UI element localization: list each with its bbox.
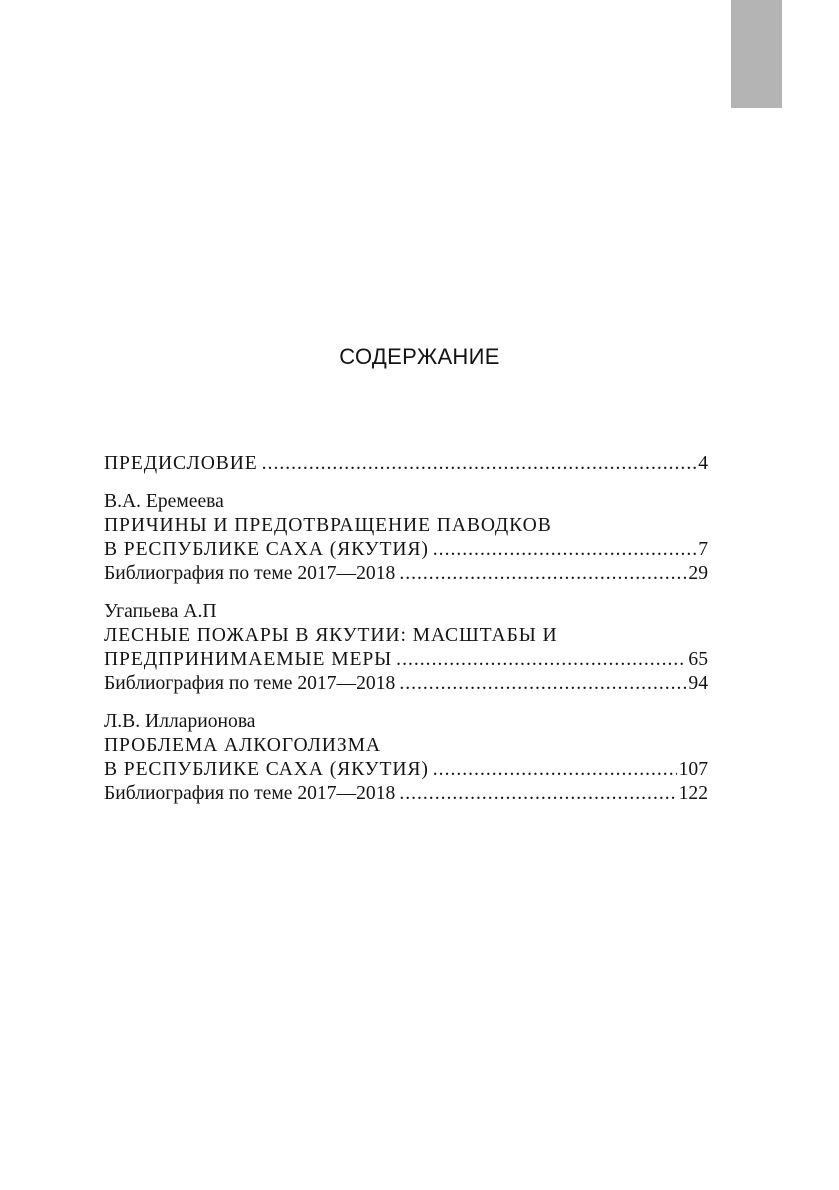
entry-title-line: ПРИЧИНЫ И ПРЕДОТВРАЩЕНИЕ ПАВОДКОВ bbox=[104, 515, 552, 536]
page-number: 122 bbox=[678, 783, 708, 804]
bibliography-label: Библиография по теме 2017—2018 bbox=[104, 673, 396, 694]
toc-bibliography-link[interactable] bbox=[104, 562, 708, 586]
page-number: 4 bbox=[698, 453, 708, 474]
toc-entry bbox=[104, 490, 708, 586]
dot-leader bbox=[433, 758, 677, 782]
page-number: 107 bbox=[678, 759, 708, 780]
toc-entry-title: ПРЕДИСЛОВИЕ bbox=[104, 453, 258, 474]
entry-author: Угапьева А.П bbox=[104, 601, 217, 622]
page-title: СОДЕРЖАНИЕ bbox=[339, 344, 500, 369]
page-number: 7 bbox=[698, 539, 708, 560]
bibliography-label: Библиография по теме 2017—2018 bbox=[104, 783, 396, 804]
dot-leader bbox=[262, 452, 697, 476]
entry-author: В.А. Еремеева bbox=[104, 491, 224, 512]
entry-author: Л.В. Илларионова bbox=[104, 711, 256, 732]
bibliography-label: Библиография по теме 2017—2018 bbox=[104, 563, 396, 584]
entry-title-line: В РЕСПУБЛИКЕ САХА (ЯКУТИЯ) bbox=[104, 539, 429, 560]
page-number: 65 bbox=[688, 649, 708, 670]
page-number: 94 bbox=[688, 673, 708, 694]
edge-tab-marker bbox=[731, 0, 782, 108]
entry-title-line: В РЕСПУБЛИКЕ САХА (ЯКУТИЯ) bbox=[104, 759, 429, 780]
dot-leader bbox=[396, 648, 686, 672]
toc-bibliography-link[interactable] bbox=[104, 782, 708, 806]
dot-leader bbox=[433, 538, 696, 562]
toc-entry bbox=[104, 710, 708, 806]
toc-bibliography-link[interactable] bbox=[104, 672, 708, 696]
toc-entry bbox=[104, 600, 708, 696]
toc-entry-link[interactable] bbox=[104, 538, 708, 562]
toc-entry-preface[interactable] bbox=[104, 452, 708, 476]
entry-title-line: ПРОБЛЕМА АЛКОГОЛИЗМА bbox=[104, 735, 381, 756]
table-of-contents bbox=[104, 452, 708, 806]
page-number: 29 bbox=[688, 563, 708, 584]
dot-leader bbox=[399, 672, 686, 696]
dot-leader bbox=[399, 562, 686, 586]
toc-entry-link[interactable] bbox=[104, 758, 708, 782]
entry-title-line: ЛЕСНЫЕ ПОЖАРЫ В ЯКУТИИ: МАСШТАБЫ И bbox=[104, 625, 558, 646]
toc-entry-link[interactable] bbox=[104, 648, 708, 672]
entry-title-line: ПРЕДПРИНИМАЕМЫЕ МЕРЫ bbox=[104, 649, 393, 670]
dot-leader bbox=[399, 782, 676, 806]
